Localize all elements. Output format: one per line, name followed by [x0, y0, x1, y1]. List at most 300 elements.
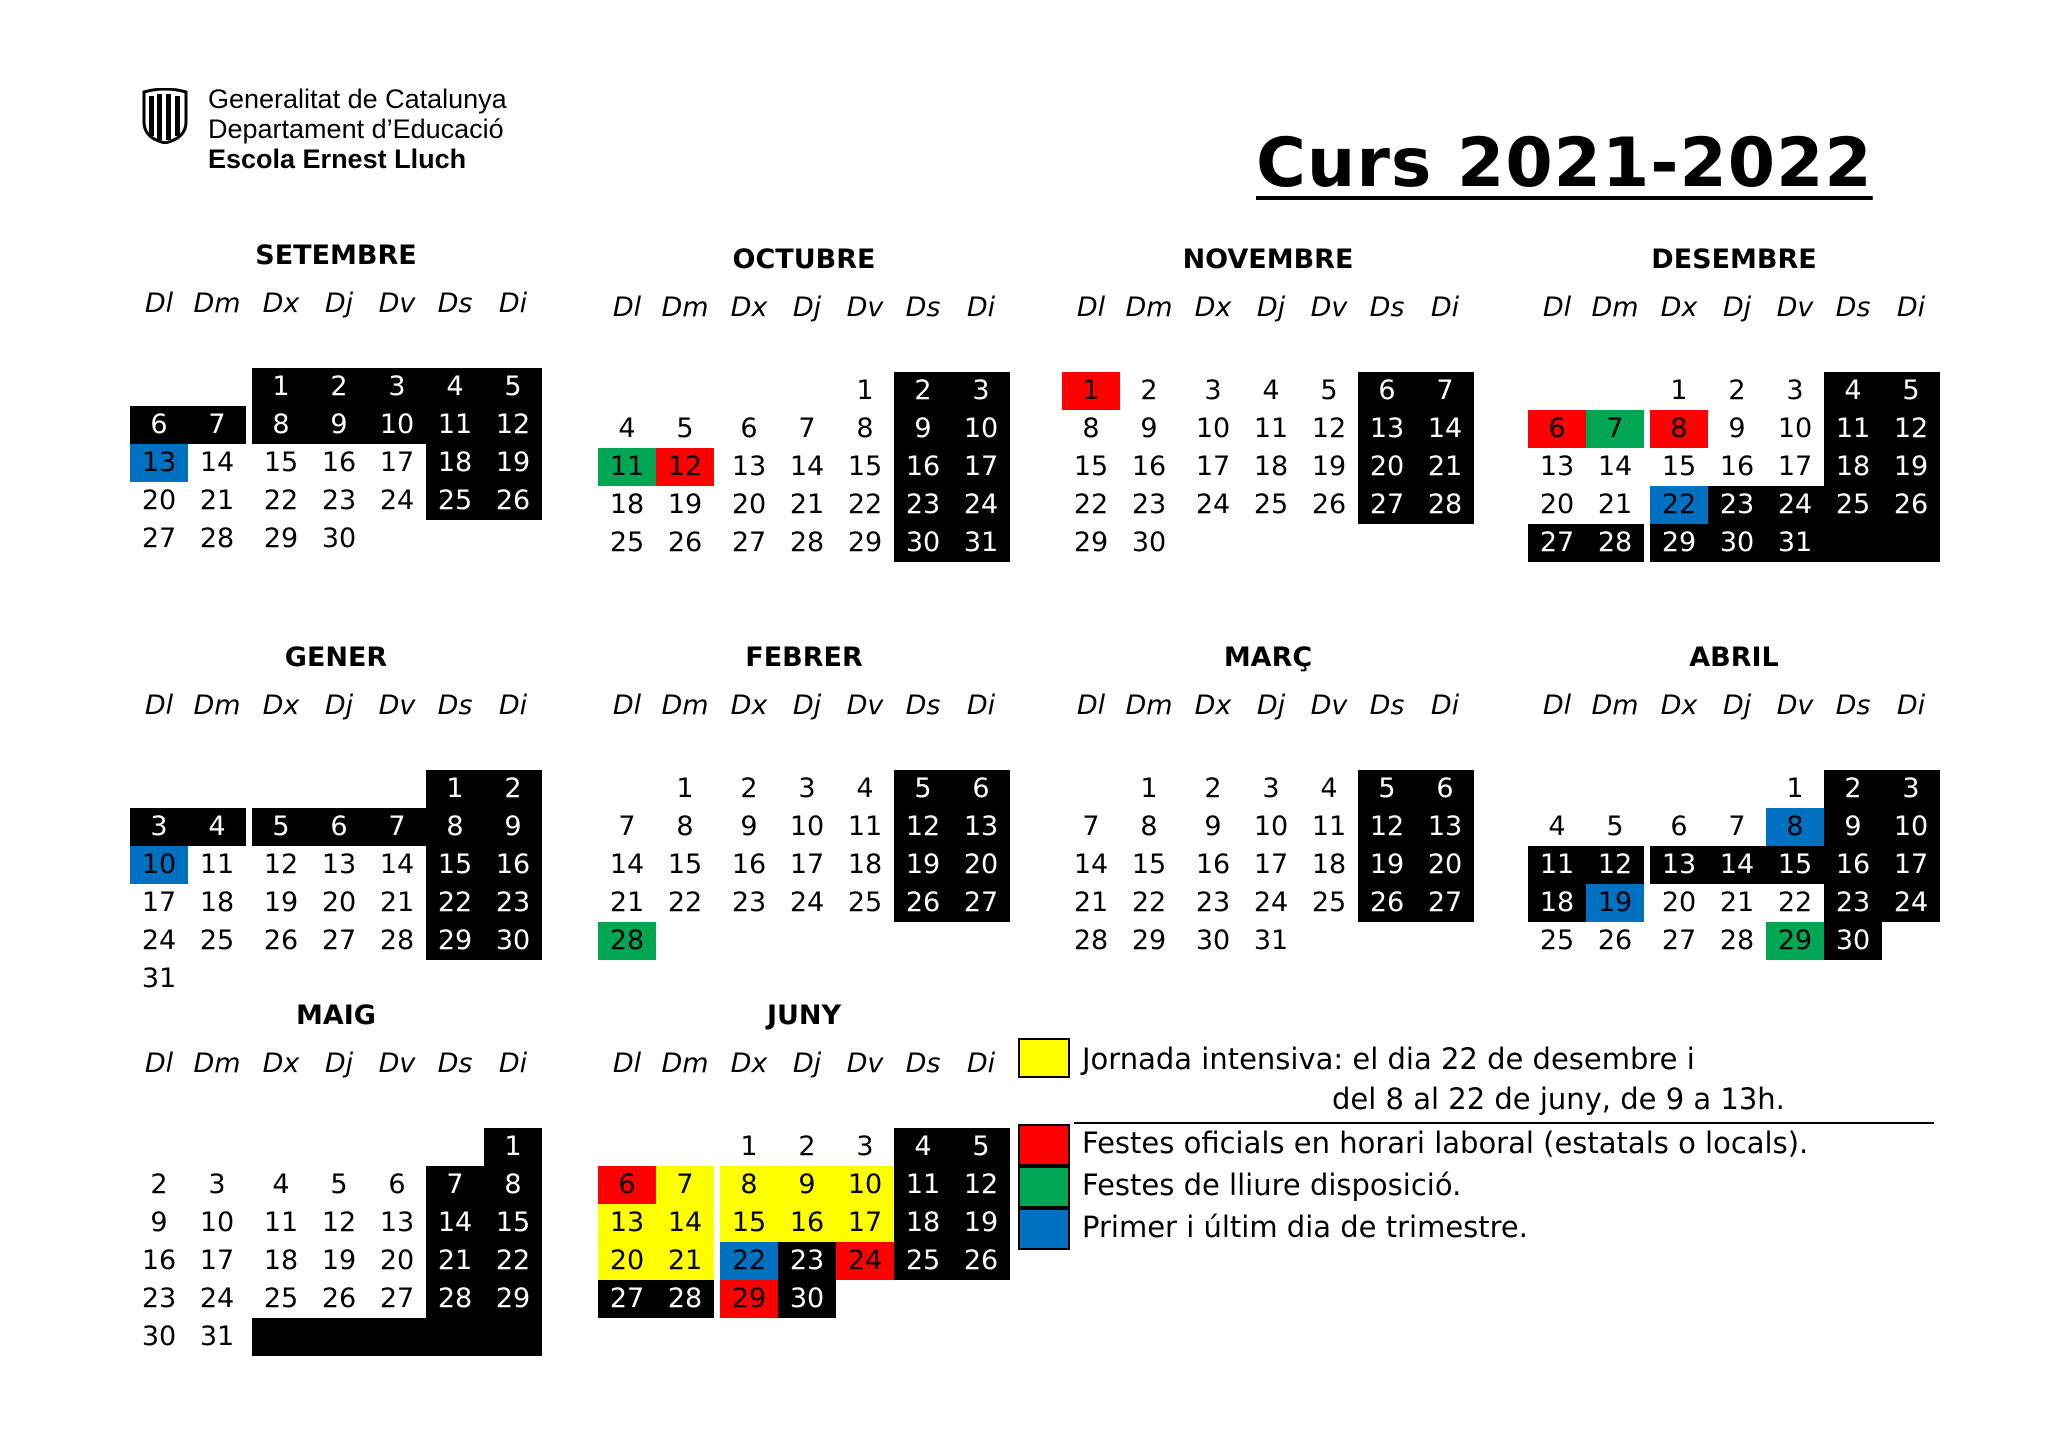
- calendar-day: 28: [1416, 486, 1474, 524]
- calendar-day: 18: [1528, 884, 1586, 922]
- month-name: NOVEMBRE: [1182, 244, 1354, 275]
- calendar-day: 19: [667, 489, 703, 520]
- calendar-day: 13: [130, 444, 188, 482]
- calendar-day: 12: [656, 448, 714, 486]
- calendar-day: 13: [952, 808, 1010, 846]
- calendar-day: 18: [894, 1204, 952, 1242]
- calendar-day: 8: [1766, 808, 1824, 846]
- calendar-day: 9: [778, 1166, 836, 1204]
- calendar-day: 30: [1824, 922, 1882, 960]
- calendar-day: 19: [1882, 448, 1940, 486]
- calendar-day: 10: [952, 410, 1010, 448]
- weekday-label: Dm: [661, 690, 709, 721]
- calendar-day: 11: [894, 1166, 952, 1204]
- calendar-day: 28: [656, 1280, 714, 1318]
- weekday-label: Dm: [661, 1048, 709, 1079]
- calendar-day: 19: [1586, 884, 1644, 922]
- calendar-day: 8: [252, 406, 310, 444]
- calendar-day: 10: [1777, 413, 1813, 444]
- calendar-day: 21: [609, 887, 645, 918]
- calendar-day: 8: [720, 1166, 778, 1204]
- calendar-day: 1: [856, 375, 874, 406]
- calendar-day: 15: [667, 849, 703, 880]
- weekday-label: Di: [1430, 292, 1460, 323]
- weekday-label: Dx: [730, 690, 768, 721]
- calendar-day: 25: [263, 1283, 299, 1314]
- calendar-day: 2: [1824, 770, 1882, 808]
- weekday-label: Dm: [661, 292, 709, 323]
- calendar-day: 25: [847, 887, 883, 918]
- calendar-day: 9: [310, 406, 368, 444]
- calendar-day: 2: [1140, 375, 1158, 406]
- calendar-day: 1: [740, 1131, 758, 1162]
- calendar-day: 6: [1528, 410, 1586, 448]
- calendar-day: 10: [1195, 413, 1231, 444]
- calendar-day: 2: [740, 773, 758, 804]
- calendar-day: 22: [667, 887, 703, 918]
- calendar-day: 28: [1586, 524, 1644, 562]
- month-name: GENER: [284, 642, 388, 673]
- calendar-day: 5: [1882, 372, 1940, 410]
- calendar-day: 5: [1320, 375, 1338, 406]
- calendar-blank-cell: [252, 1318, 310, 1356]
- calendar-day: 9: [1140, 413, 1158, 444]
- legend-yellow-text-1: Jornada intensiva: el dia 22 de desembre i: [1082, 1042, 1695, 1076]
- calendar-day: 17: [1253, 849, 1289, 880]
- calendar-day: 26: [1882, 486, 1940, 524]
- calendar-day: 24: [199, 1283, 235, 1314]
- calendar-day: 18: [1311, 849, 1347, 880]
- calendar-day: 3: [952, 372, 1010, 410]
- calendar-day: 24: [379, 485, 415, 516]
- weekday-label: Ds: [1369, 292, 1405, 323]
- calendar-day: 25: [1253, 489, 1289, 520]
- weekday-label: Dm: [193, 288, 241, 319]
- calendar-day: 17: [141, 887, 177, 918]
- weekday-label: Dj: [324, 1048, 354, 1079]
- legend-swatch-blue: [1018, 1208, 1070, 1250]
- calendar-day: 6: [740, 413, 758, 444]
- calendar-day: 17: [199, 1245, 235, 1276]
- calendar-day: 25: [1824, 486, 1882, 524]
- calendar-day: 14: [789, 451, 825, 482]
- calendar-day: 12: [1882, 410, 1940, 448]
- calendar-day: 9: [1728, 413, 1746, 444]
- calendar-day: 22: [1131, 887, 1167, 918]
- calendar-day: 20: [1358, 448, 1416, 486]
- calendar-day: 6: [952, 770, 1010, 808]
- weekday-label: Dx: [1660, 690, 1698, 721]
- calendar-day: 30: [321, 523, 357, 554]
- calendar-day: 16: [321, 447, 357, 478]
- calendar-day: 14: [656, 1204, 714, 1242]
- weekday-label: Dl: [612, 292, 642, 323]
- calendar-day: 12: [952, 1166, 1010, 1204]
- month-name: MAIG: [296, 1000, 376, 1031]
- weekday-label: Di: [498, 1048, 528, 1079]
- calendar-day: 5: [1358, 770, 1416, 808]
- calendar-day: 28: [426, 1280, 484, 1318]
- calendar-day: 27: [1358, 486, 1416, 524]
- weekday-label: Dv: [378, 690, 416, 721]
- weekday-label: Dm: [1591, 690, 1639, 721]
- calendar-day: 20: [1416, 846, 1474, 884]
- calendar-day: 11: [847, 811, 883, 842]
- weekday-label: Dj: [1256, 690, 1286, 721]
- calendar-day: 4: [1824, 372, 1882, 410]
- month-gener: [130, 642, 542, 1002]
- calendar-day: 11: [426, 406, 484, 444]
- calendar-day: 18: [1824, 448, 1882, 486]
- calendar-day: 23: [1195, 887, 1231, 918]
- calendar-day: 10: [199, 1207, 235, 1238]
- weekday-label: Ds: [905, 690, 941, 721]
- weekday-label: Dx: [262, 1048, 300, 1079]
- calendar-day: 2: [150, 1169, 168, 1200]
- calendar-day: 4: [188, 808, 246, 846]
- weekday-label: Ds: [1835, 690, 1871, 721]
- calendar-day: 17: [836, 1204, 894, 1242]
- calendar-day: 5: [676, 413, 694, 444]
- month-name: MARÇ: [1223, 642, 1313, 673]
- calendar-day: 14: [1416, 410, 1474, 448]
- calendar-day: 15: [1766, 846, 1824, 884]
- calendar-day: 4: [272, 1169, 290, 1200]
- generalitat-emblem-icon: [140, 88, 190, 144]
- calendar-day: 30: [894, 524, 952, 562]
- calendar-day: 9: [740, 811, 758, 842]
- calendar-day: 3: [1786, 375, 1804, 406]
- weekday-label: Dx: [730, 292, 768, 323]
- weekday-label: Dj: [1256, 292, 1286, 323]
- calendar-day: 1: [1670, 375, 1688, 406]
- calendar-day: 18: [609, 489, 645, 520]
- calendar-day: 23: [1708, 486, 1766, 524]
- calendar-day: 16: [731, 849, 767, 880]
- calendar-day: 7: [656, 1166, 714, 1204]
- weekday-label: Dv: [378, 1048, 416, 1079]
- calendar-day: 24: [1882, 884, 1940, 922]
- calendar-day: 27: [321, 925, 357, 956]
- weekday-label: Dv: [1310, 690, 1348, 721]
- weekday-label: Di: [1896, 292, 1926, 323]
- calendar-blank-cell: [1824, 524, 1882, 562]
- weekday-label: Dl: [144, 690, 174, 721]
- calendar-day: 29: [1650, 524, 1708, 562]
- calendar-day: 10: [130, 846, 188, 884]
- calendar-day: 14: [1597, 451, 1633, 482]
- weekday-label: Dv: [846, 292, 884, 323]
- calendar-day: 23: [1824, 884, 1882, 922]
- calendar-day: 19: [263, 887, 299, 918]
- legend-swatch-red: [1018, 1124, 1070, 1166]
- weekday-label: Di: [966, 690, 996, 721]
- calendar-day: 15: [1131, 849, 1167, 880]
- calendar-day: 16: [1131, 451, 1167, 482]
- weekday-label: Dx: [1194, 690, 1232, 721]
- weekday-label: Dm: [1125, 690, 1173, 721]
- calendar-day: 14: [1073, 849, 1109, 880]
- calendar-day: 4: [856, 773, 874, 804]
- calendar-day: 17: [1195, 451, 1231, 482]
- weekday-label: Ds: [905, 292, 941, 323]
- calendar-day: 28: [1719, 925, 1755, 956]
- weekday-label: Dm: [193, 1048, 241, 1079]
- calendar-day: 31: [952, 524, 1010, 562]
- legend-green-text: Festes de lliure disposició.: [1082, 1168, 1462, 1202]
- calendar-day: 7: [1416, 372, 1474, 410]
- calendar-day: 9: [1824, 808, 1882, 846]
- calendar-day: 23: [141, 1283, 177, 1314]
- weekday-label: Dl: [144, 288, 174, 319]
- calendar-day: 20: [1661, 887, 1697, 918]
- weekday-label: Dx: [262, 690, 300, 721]
- calendar-day: 24: [789, 887, 825, 918]
- weekday-label: Ds: [437, 690, 473, 721]
- calendar-day: 15: [484, 1204, 542, 1242]
- calendar-day: 22: [426, 884, 484, 922]
- month-name: JUNY: [766, 1000, 842, 1031]
- weekday-label: Di: [1896, 690, 1926, 721]
- calendar-day: 6: [1670, 811, 1688, 842]
- calendar-day: 7: [188, 406, 246, 444]
- calendar-day: 14: [1708, 846, 1766, 884]
- calendar-day: 24: [141, 925, 177, 956]
- calendar-day: 20: [141, 485, 177, 516]
- calendar-day: 16: [1824, 846, 1882, 884]
- calendar-day: 13: [1358, 410, 1416, 448]
- calendar-day: 13: [321, 849, 357, 880]
- calendar-day: 23: [321, 485, 357, 516]
- calendar-day: 14: [426, 1204, 484, 1242]
- calendar-day: 22: [847, 489, 883, 520]
- calendar-day: 12: [1358, 808, 1416, 846]
- calendar-day: 8: [1082, 413, 1100, 444]
- calendar-day: 21: [1416, 448, 1474, 486]
- calendar-day: 22: [484, 1242, 542, 1280]
- calendar-day: 24: [1766, 486, 1824, 524]
- calendar-day: 1: [1786, 773, 1804, 804]
- calendar-day: 21: [199, 485, 235, 516]
- calendar-day: 26: [1311, 489, 1347, 520]
- calendar-day: 4: [1262, 375, 1280, 406]
- calendar-day: 29: [847, 527, 883, 558]
- calendar-day: 16: [1195, 849, 1231, 880]
- calendar-day: 30: [1708, 524, 1766, 562]
- weekday-label: Dm: [1125, 292, 1173, 323]
- calendar-day: 4: [1320, 773, 1338, 804]
- weekday-label: Dj: [792, 1048, 822, 1079]
- calendar-day: 13: [731, 451, 767, 482]
- calendar-day: 30: [1195, 925, 1231, 956]
- month-octubre: [598, 244, 1010, 604]
- calendar-day: 22: [263, 485, 299, 516]
- calendar-day: 3: [1204, 375, 1222, 406]
- weekday-label: Dj: [1722, 292, 1752, 323]
- month-abril: [1528, 642, 1940, 1002]
- calendar-day: 29: [426, 922, 484, 960]
- weekday-label: Di: [498, 288, 528, 319]
- calendar-day: 1: [426, 770, 484, 808]
- month-desembre: [1528, 244, 1940, 604]
- weekday-label: Ds: [905, 1048, 941, 1079]
- calendar-day: 25: [199, 925, 235, 956]
- calendar-day: 28: [379, 925, 415, 956]
- calendar-day: 12: [263, 849, 299, 880]
- weekday-label: Dj: [324, 690, 354, 721]
- calendar-day: 11: [1528, 846, 1586, 884]
- calendar-day: 25: [894, 1242, 952, 1280]
- calendar-day: 3: [856, 1131, 874, 1162]
- calendar-day: 27: [598, 1280, 656, 1318]
- weekday-label: Di: [498, 690, 528, 721]
- calendar-day: 14: [199, 447, 235, 478]
- calendar-day: 29: [720, 1280, 778, 1318]
- calendar-day: 17: [952, 448, 1010, 486]
- calendar-day: 29: [1131, 925, 1167, 956]
- calendar-day: 26: [484, 482, 542, 520]
- weekday-label: Dj: [1722, 690, 1752, 721]
- calendar-day: 12: [1586, 846, 1644, 884]
- calendar-day: 7: [1082, 811, 1100, 842]
- calendar-day: 22: [1777, 887, 1813, 918]
- calendar-day: 9: [484, 808, 542, 846]
- calendar-day: 8: [484, 1166, 542, 1204]
- weekday-label: Dv: [846, 1048, 884, 1079]
- weekday-label: Dm: [1591, 292, 1639, 323]
- calendar-day: 23: [1131, 489, 1167, 520]
- calendar-day: 18: [1253, 451, 1289, 482]
- calendar-day: 23: [894, 486, 952, 524]
- calendar-day: 27: [379, 1283, 415, 1314]
- calendar-day: 3: [798, 773, 816, 804]
- calendar-day: 21: [426, 1242, 484, 1280]
- calendar-day: 2: [798, 1131, 816, 1162]
- calendar-day: 25: [609, 527, 645, 558]
- weekday-label: Dl: [144, 1048, 174, 1079]
- weekday-label: Dl: [1076, 292, 1106, 323]
- calendar-day: 3: [130, 808, 188, 846]
- month-maig: [130, 1000, 542, 1360]
- calendar-day: 26: [321, 1283, 357, 1314]
- calendar-day: 19: [952, 1204, 1010, 1242]
- calendar-blank-cell: [484, 1318, 542, 1356]
- calendar-day: 18: [426, 444, 484, 482]
- calendar-day: 5: [952, 1128, 1010, 1166]
- calendar-day: 7: [1728, 811, 1746, 842]
- legend-swatch-yellow: [1018, 1038, 1070, 1078]
- calendar-day: 4: [426, 368, 484, 406]
- calendar-day: 27: [1528, 524, 1586, 562]
- weekday-label: Di: [1430, 690, 1460, 721]
- calendar-day: 13: [1650, 846, 1708, 884]
- calendar-day: 6: [388, 1169, 406, 1200]
- calendar-day: 12: [484, 406, 542, 444]
- month-name: OCTUBRE: [732, 244, 876, 275]
- calendar-day: 2: [310, 368, 368, 406]
- month-novembre: [1062, 244, 1474, 604]
- weekday-label: Dx: [1194, 292, 1232, 323]
- calendar-day: 7: [1586, 410, 1644, 448]
- calendar-day: 13: [1416, 808, 1474, 846]
- calendar-day: 17: [1777, 451, 1813, 482]
- calendar-day: 22: [1073, 489, 1109, 520]
- weekday-label: Ds: [437, 288, 473, 319]
- weekday-label: Dl: [1542, 292, 1572, 323]
- calendar-day: 9: [1204, 811, 1222, 842]
- calendar-day: 5: [252, 808, 310, 846]
- calendar-day: 21: [1073, 887, 1109, 918]
- month-juny: [598, 1000, 1010, 1360]
- calendar-day: 30: [484, 922, 542, 960]
- calendar-day: 18: [199, 887, 235, 918]
- calendar-blank-cell: [310, 1318, 368, 1356]
- calendar-day: 1: [484, 1128, 542, 1166]
- calendar-day: 20: [952, 846, 1010, 884]
- weekday-label: Di: [966, 292, 996, 323]
- calendar-day: 16: [894, 448, 952, 486]
- calendar-day: 21: [1719, 887, 1755, 918]
- calendar-day: 17: [379, 447, 415, 478]
- calendar-day: 27: [952, 884, 1010, 922]
- calendar-day: 30: [1131, 527, 1167, 558]
- calendar-day: 4: [618, 413, 636, 444]
- calendar-day: 14: [379, 849, 415, 880]
- legend-divider: [1074, 1122, 1934, 1124]
- calendar-day: 10: [368, 406, 426, 444]
- calendar-day: 6: [130, 406, 188, 444]
- weekday-label: Dl: [1076, 690, 1106, 721]
- calendar-day: 24: [1195, 489, 1231, 520]
- calendar-day: 20: [731, 489, 767, 520]
- calendar-day: 15: [1073, 451, 1109, 482]
- calendar-day: 24: [952, 486, 1010, 524]
- calendar-day: 23: [778, 1242, 836, 1280]
- calendar-day: 14: [609, 849, 645, 880]
- calendar-day: 12: [894, 808, 952, 846]
- calendar-day: 31: [1766, 524, 1824, 562]
- calendar-blank-cell: [1882, 524, 1940, 562]
- weekday-label: Dl: [1542, 690, 1572, 721]
- calendar-day: 4: [1548, 811, 1566, 842]
- calendar-day: 11: [598, 448, 656, 486]
- calendar-day: 20: [598, 1242, 656, 1280]
- calendar-day: 15: [847, 451, 883, 482]
- page-title: Curs 2021-2022: [1256, 124, 1873, 203]
- calendar-day: 5: [484, 368, 542, 406]
- calendar-day: 8: [1140, 811, 1158, 842]
- calendar-day: 16: [778, 1204, 836, 1242]
- calendar-day: 1: [1140, 773, 1158, 804]
- calendar-day: 19: [484, 444, 542, 482]
- calendar-day: 7: [368, 808, 426, 846]
- org-name: Generalitat de Catalunya: [208, 84, 507, 114]
- legend: [1018, 1038, 1918, 1258]
- calendar-day: 26: [1597, 925, 1633, 956]
- weekday-label: Dv: [1310, 292, 1348, 323]
- calendar-day: 6: [598, 1166, 656, 1204]
- month-febrer: [598, 642, 1010, 1002]
- weekday-label: Ds: [437, 1048, 473, 1079]
- calendar-day: 10: [1253, 811, 1289, 842]
- department-name: Departament d’Educació: [208, 114, 504, 144]
- calendar-day: 3: [368, 368, 426, 406]
- weekday-label: Dj: [792, 292, 822, 323]
- calendar-day: 11: [1824, 410, 1882, 448]
- month-name: SETEMBRE: [255, 240, 417, 271]
- calendar-day: 7: [798, 413, 816, 444]
- organization-block: [208, 84, 628, 174]
